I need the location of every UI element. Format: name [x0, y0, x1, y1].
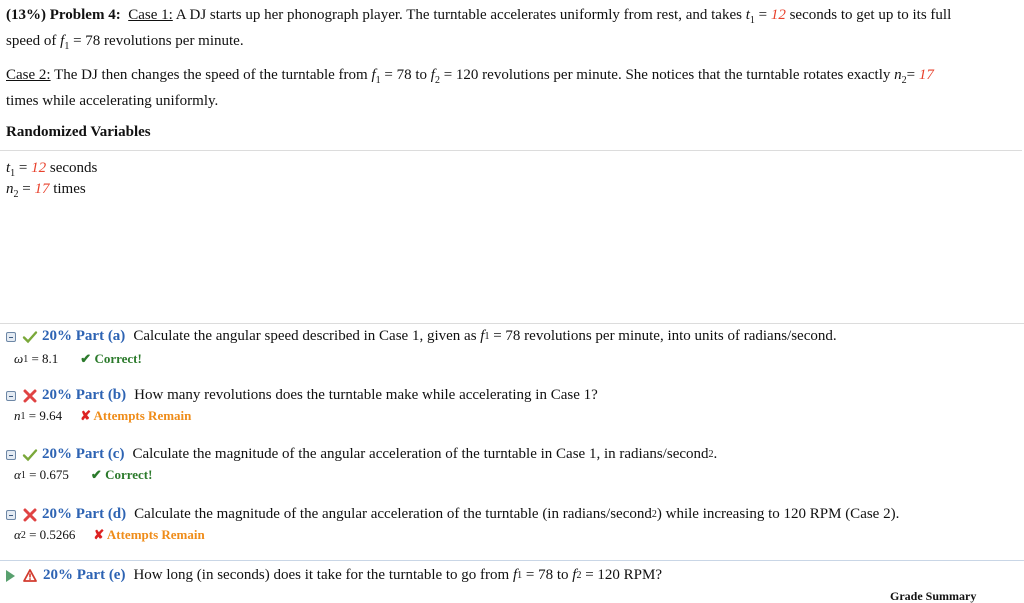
case2-line2: times while accelerating uniformly.: [6, 93, 219, 109]
part-c-question-end: .: [713, 446, 718, 462]
part-name: Part (b): [75, 387, 127, 403]
part-name: Part (c): [75, 446, 125, 462]
part-e-title: [43, 567, 125, 584]
part-e-question-mid: = 78 to: [525, 567, 569, 583]
status-badge: [91, 467, 153, 483]
part-a-question: Calculate the angular speed described in Case 1, given as: [133, 328, 477, 344]
expand-play-icon[interactable]: [6, 570, 15, 582]
answer-value: = 9.64: [28, 408, 63, 423]
n2-equals: =: [906, 67, 916, 83]
n2-subscript: 2: [901, 75, 907, 86]
answer-subscript: 1: [20, 469, 26, 481]
n2-value: 17: [34, 181, 50, 197]
collapse-icon[interactable]: [6, 450, 16, 460]
problem-label: Problem 4:: [49, 7, 121, 23]
part-d-header[interactable]: [6, 506, 899, 523]
part-c-answer: [14, 467, 152, 483]
part-a-header[interactable]: [6, 328, 837, 345]
answer-subscript: 1: [23, 353, 29, 365]
t1-value: 12: [31, 160, 47, 176]
part-e-question: How long (in seconds) does it take for the turntable to go from: [133, 567, 510, 583]
randomized-n2: [6, 181, 86, 200]
superscript: 2: [651, 509, 657, 520]
randomized-t1: [6, 160, 97, 179]
part-name: Part (d): [75, 506, 127, 522]
n2-symbol: n: [6, 181, 14, 197]
part-name: Part (e): [76, 567, 126, 583]
part-percent: 20%: [42, 446, 72, 462]
x-icon: ✘: [80, 408, 91, 423]
answer-symbol: α: [14, 467, 21, 482]
part-c-question: Calculate the magnitude of the angular acceleration of the turntable in Case 1, in radians/second: [132, 446, 709, 462]
case1-text: A DJ starts up her phonograph player. The turntable accelerates uniformly from rest, and takes: [175, 7, 742, 23]
answer-subscript: 2: [20, 529, 26, 541]
part-c-title: [42, 446, 124, 463]
case1-speed-text: speed of: [6, 33, 57, 49]
f2-symbol: f: [572, 567, 577, 583]
grade-summary-link[interactable]: Grade Summary: [890, 589, 977, 603]
answer-symbol: α: [14, 527, 21, 542]
part-d-question: Calculate the magnitude of the angular acceleration of the turntable (in radians/second: [134, 506, 652, 522]
case2-text: The DJ then changes the speed of the turntable from: [54, 67, 368, 83]
status-text: Attempts Remain: [106, 527, 205, 542]
part-percent: 20%: [42, 506, 72, 522]
status-badge: [93, 527, 204, 543]
collapse-icon[interactable]: [6, 332, 16, 342]
part-a-question-tail: = 78 revolutions per minute, into units of radians/second.: [493, 328, 837, 344]
case1-line1: [6, 5, 1021, 31]
checkmark-icon: [22, 330, 38, 344]
t1-symbol: t: [6, 160, 11, 176]
collapse-icon[interactable]: [6, 510, 16, 520]
case2-f1-value: = 78 to: [384, 67, 428, 83]
answer-value: = 8.1: [31, 351, 59, 366]
collapse-icon[interactable]: [6, 391, 16, 401]
checkmark-icon: [22, 448, 38, 462]
case2-f2-value: = 120 revolutions per minute. She notices that the turntable rotates exactly: [443, 67, 891, 83]
t1-subscript: 1: [10, 168, 16, 179]
part-b-header[interactable]: [6, 387, 598, 404]
answer-value: = 0.5266: [29, 527, 76, 542]
case2-line1: [6, 65, 1021, 91]
case1-line2: [6, 31, 1021, 57]
f2-symbol: f: [430, 67, 435, 83]
f1-symbol: f: [60, 33, 65, 49]
case2-statement: [6, 65, 1021, 112]
case1-text-end: seconds to get up to its full: [789, 7, 952, 23]
n2-unit: times: [53, 181, 86, 197]
equals-sign: =: [758, 7, 768, 23]
n2-value: 17: [918, 67, 934, 83]
x-icon: ✘: [93, 527, 105, 542]
part-b-answer: [14, 408, 191, 424]
part-percent: 20%: [42, 328, 72, 344]
part-percent: 20%: [43, 567, 73, 583]
part-percent: 20%: [42, 387, 72, 403]
status-badge: [80, 351, 142, 367]
status-text: Correct!: [105, 467, 153, 482]
problem-weight: (13%): [6, 7, 46, 23]
answer-symbol: ω: [14, 351, 24, 366]
equals-sign: =: [22, 181, 31, 197]
f1-symbol: f: [371, 67, 376, 83]
answer-subscript: 1: [20, 410, 26, 422]
status-text: Correct!: [94, 351, 142, 366]
part-c-header[interactable]: [6, 446, 717, 463]
f1-symbol: f: [512, 567, 518, 583]
case2-label: Case 2:: [6, 67, 51, 83]
f1-subscript: 1: [517, 570, 523, 581]
divider: [0, 560, 1024, 561]
part-b-question: How many revolutions does the turntable make while accelerating in Case 1?: [134, 387, 598, 403]
superscript: 2: [708, 449, 714, 460]
status-badge: [80, 408, 191, 424]
equals-sign: =: [18, 160, 28, 176]
part-name: Part (a): [75, 328, 126, 344]
check-mark-icon: ✔: [80, 351, 92, 366]
answer-symbol: n: [14, 408, 21, 423]
f2-subscript: 2: [576, 570, 582, 581]
divider: [0, 323, 1024, 324]
n2-subscript: 2: [13, 189, 19, 200]
part-e-question-end: = 120 RPM?: [585, 567, 663, 583]
f2-subscript: 2: [434, 75, 440, 86]
f1-subscript: 1: [484, 331, 490, 342]
problem-statement: [6, 5, 1021, 57]
x-mark-icon: [22, 389, 38, 403]
f1-subscript: 1: [64, 41, 70, 52]
n2-symbol: n: [894, 67, 902, 83]
part-d-title: [42, 506, 126, 523]
divider: [0, 150, 1022, 151]
warning-icon: [23, 569, 37, 582]
part-d-answer: [14, 527, 205, 543]
t1-symbol: t: [745, 7, 750, 23]
part-e-header[interactable]: [6, 567, 662, 584]
part-d-question-end: ) while increasing to 120 RPM (Case 2).: [656, 506, 900, 522]
f1-symbol: f: [480, 328, 485, 344]
check-mark-icon: ✔: [90, 467, 102, 482]
f1-subscript: 1: [375, 75, 381, 86]
f1-value: = 78 revolutions per minute.: [73, 33, 244, 49]
t1-value: 12: [770, 7, 786, 23]
status-text: Attempts Remain: [93, 408, 192, 423]
x-mark-icon: [22, 508, 38, 522]
case1-label: Case 1:: [128, 7, 173, 23]
part-a-title: [42, 328, 125, 345]
answer-value: = 0.675: [29, 467, 69, 482]
randomized-heading: Randomized Variables: [6, 124, 151, 140]
part-a-answer: [14, 351, 142, 367]
t1-unit: seconds: [49, 160, 98, 176]
t1-subscript: 1: [749, 15, 755, 26]
part-b-title: [42, 387, 126, 404]
